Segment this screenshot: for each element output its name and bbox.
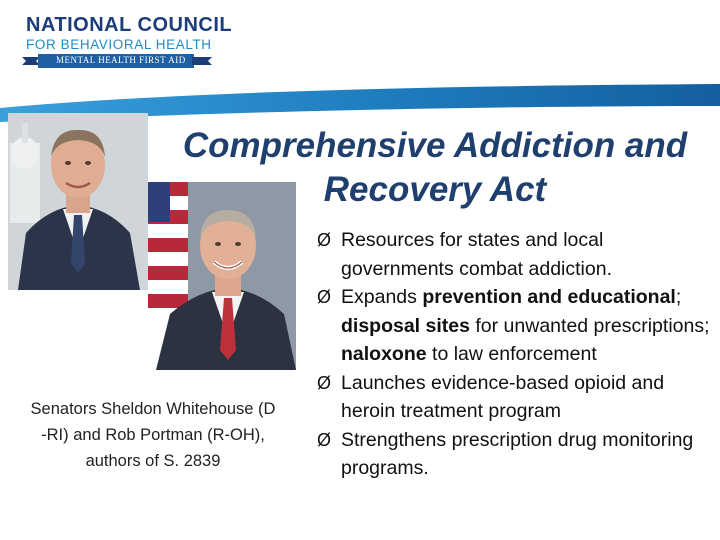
bullet-text: Resources for states and local governments combat addiction. <box>341 229 612 280</box>
logo-subtitle: FOR BEHAVIORAL HEALTH <box>26 37 212 52</box>
arrow-bullet-icon: Ø <box>317 372 332 393</box>
bullet-text: to law enforcement <box>426 343 597 365</box>
arrow-bullet-icon: Ø <box>317 287 332 307</box>
bullet-item <box>317 226 717 283</box>
bullet-item <box>317 426 717 483</box>
slide-title-line-2: Recovery Act <box>323 170 547 209</box>
slide-title-line-1: Comprehensive Addiction and <box>182 126 688 165</box>
bullet-emphasis: naloxone <box>341 343 427 365</box>
arrow-bullet-icon: Ø <box>317 429 332 450</box>
bullet-list <box>317 226 717 483</box>
national-council-logo <box>22 14 233 70</box>
caption-line-1: Senators Sheldon Whitehouse (D <box>30 400 276 418</box>
bullet-text: ; <box>675 286 682 308</box>
portrait-portman <box>148 182 296 370</box>
bullet-text: Launches evidence-based opioid and heroin treatment program <box>341 371 665 422</box>
logo-banner-text: MENTAL HEALTH FIRST AID <box>56 55 186 65</box>
caption-line-2: -RI) and Rob Portman (R-OH), <box>41 426 265 444</box>
arrow-bullet-icon: Ø <box>317 230 332 250</box>
portrait-whitehouse <box>8 113 148 290</box>
photo-sheldon-whitehouse <box>8 113 148 290</box>
bullet-text: Strengthens prescription drug monitoring programs. <box>341 428 694 479</box>
bullet-item <box>317 283 717 369</box>
photo-caption <box>0 396 306 474</box>
bullet-text: Expands <box>341 286 423 308</box>
bullet-emphasis: prevention and educational <box>422 286 676 308</box>
logo-title: NATIONAL COUNCIL <box>26 14 233 36</box>
caption-line-3: authors of S. 2839 <box>85 452 221 470</box>
bullet-emphasis: disposal sites <box>341 314 470 337</box>
bullet-text: for unwanted prescriptions; <box>469 314 710 337</box>
photo-rob-portman <box>148 182 296 370</box>
bullet-item <box>317 369 717 426</box>
